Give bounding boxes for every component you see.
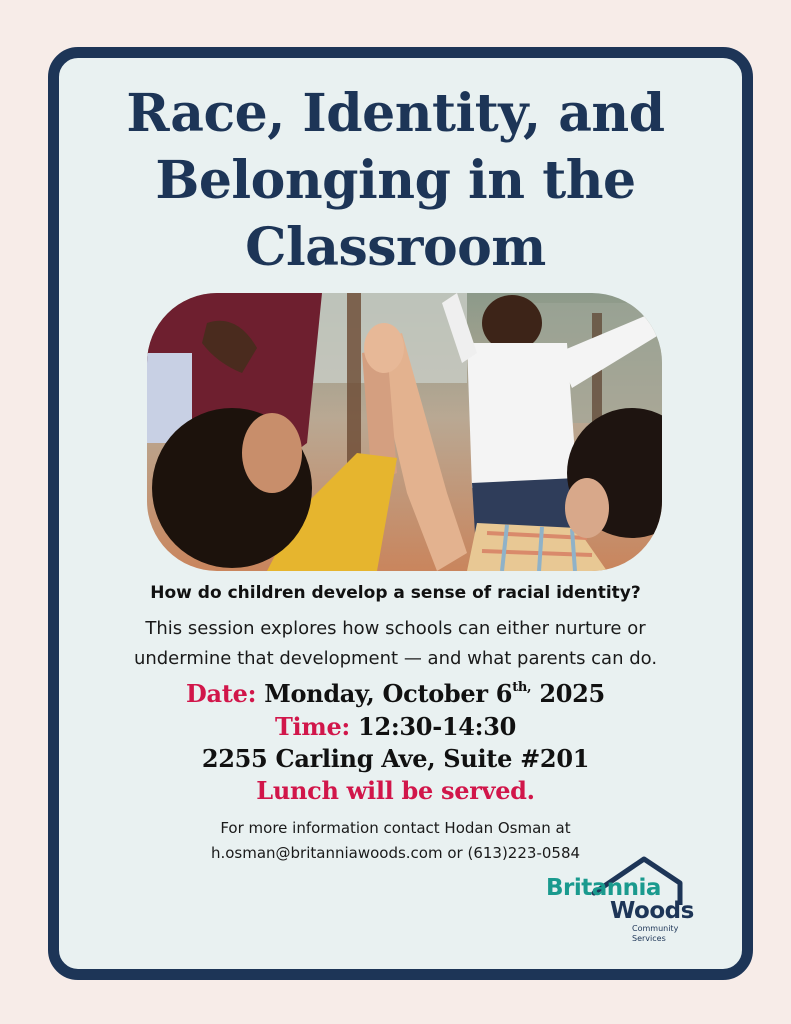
title-line-3: Classroom (245, 217, 546, 278)
title-line-2: Belonging in the (155, 150, 636, 211)
logo-sub-line-2: Services (632, 934, 666, 943)
description-line-1: This session explores how schools can either nurture or (145, 618, 646, 639)
event-address: 2255 Carling Ave, Suite #201 (201, 744, 590, 773)
photo-illustration (147, 293, 662, 571)
session-description (0, 614, 791, 674)
lunch-note: Lunch will be served. (256, 776, 535, 805)
time-value: 12:30-14:30 (358, 712, 517, 741)
description-line-2: undermine that development — and what parents can do. (133, 648, 658, 669)
logo-word-britannia: Britannia (546, 875, 661, 901)
event-date (0, 679, 791, 708)
lead-question: How do children develop a sense of racial identity? (150, 583, 641, 603)
time-label: Time: (274, 712, 350, 741)
date-label: Date: (186, 679, 257, 708)
logo-word-woods: Woods (610, 898, 694, 924)
flyer-title (0, 80, 791, 281)
date-value-year: 2025 (531, 679, 605, 708)
contact-line-1: For more information contact Hodan Osman at (220, 819, 571, 837)
britannia-woods-logo (546, 853, 706, 948)
contact-line-2: h.osman@britanniawoods.com or (613)223-0584 (210, 844, 581, 862)
date-value-prefix: Monday, October 6 (264, 679, 513, 708)
logo-subtitle (632, 924, 678, 944)
event-time (0, 712, 791, 741)
logo-sub-line-1: Community (632, 924, 679, 933)
title-line-1: Race, Identity, and (126, 83, 665, 144)
date-ordinal-suffix: th, (512, 680, 532, 695)
children-photo (147, 293, 662, 571)
